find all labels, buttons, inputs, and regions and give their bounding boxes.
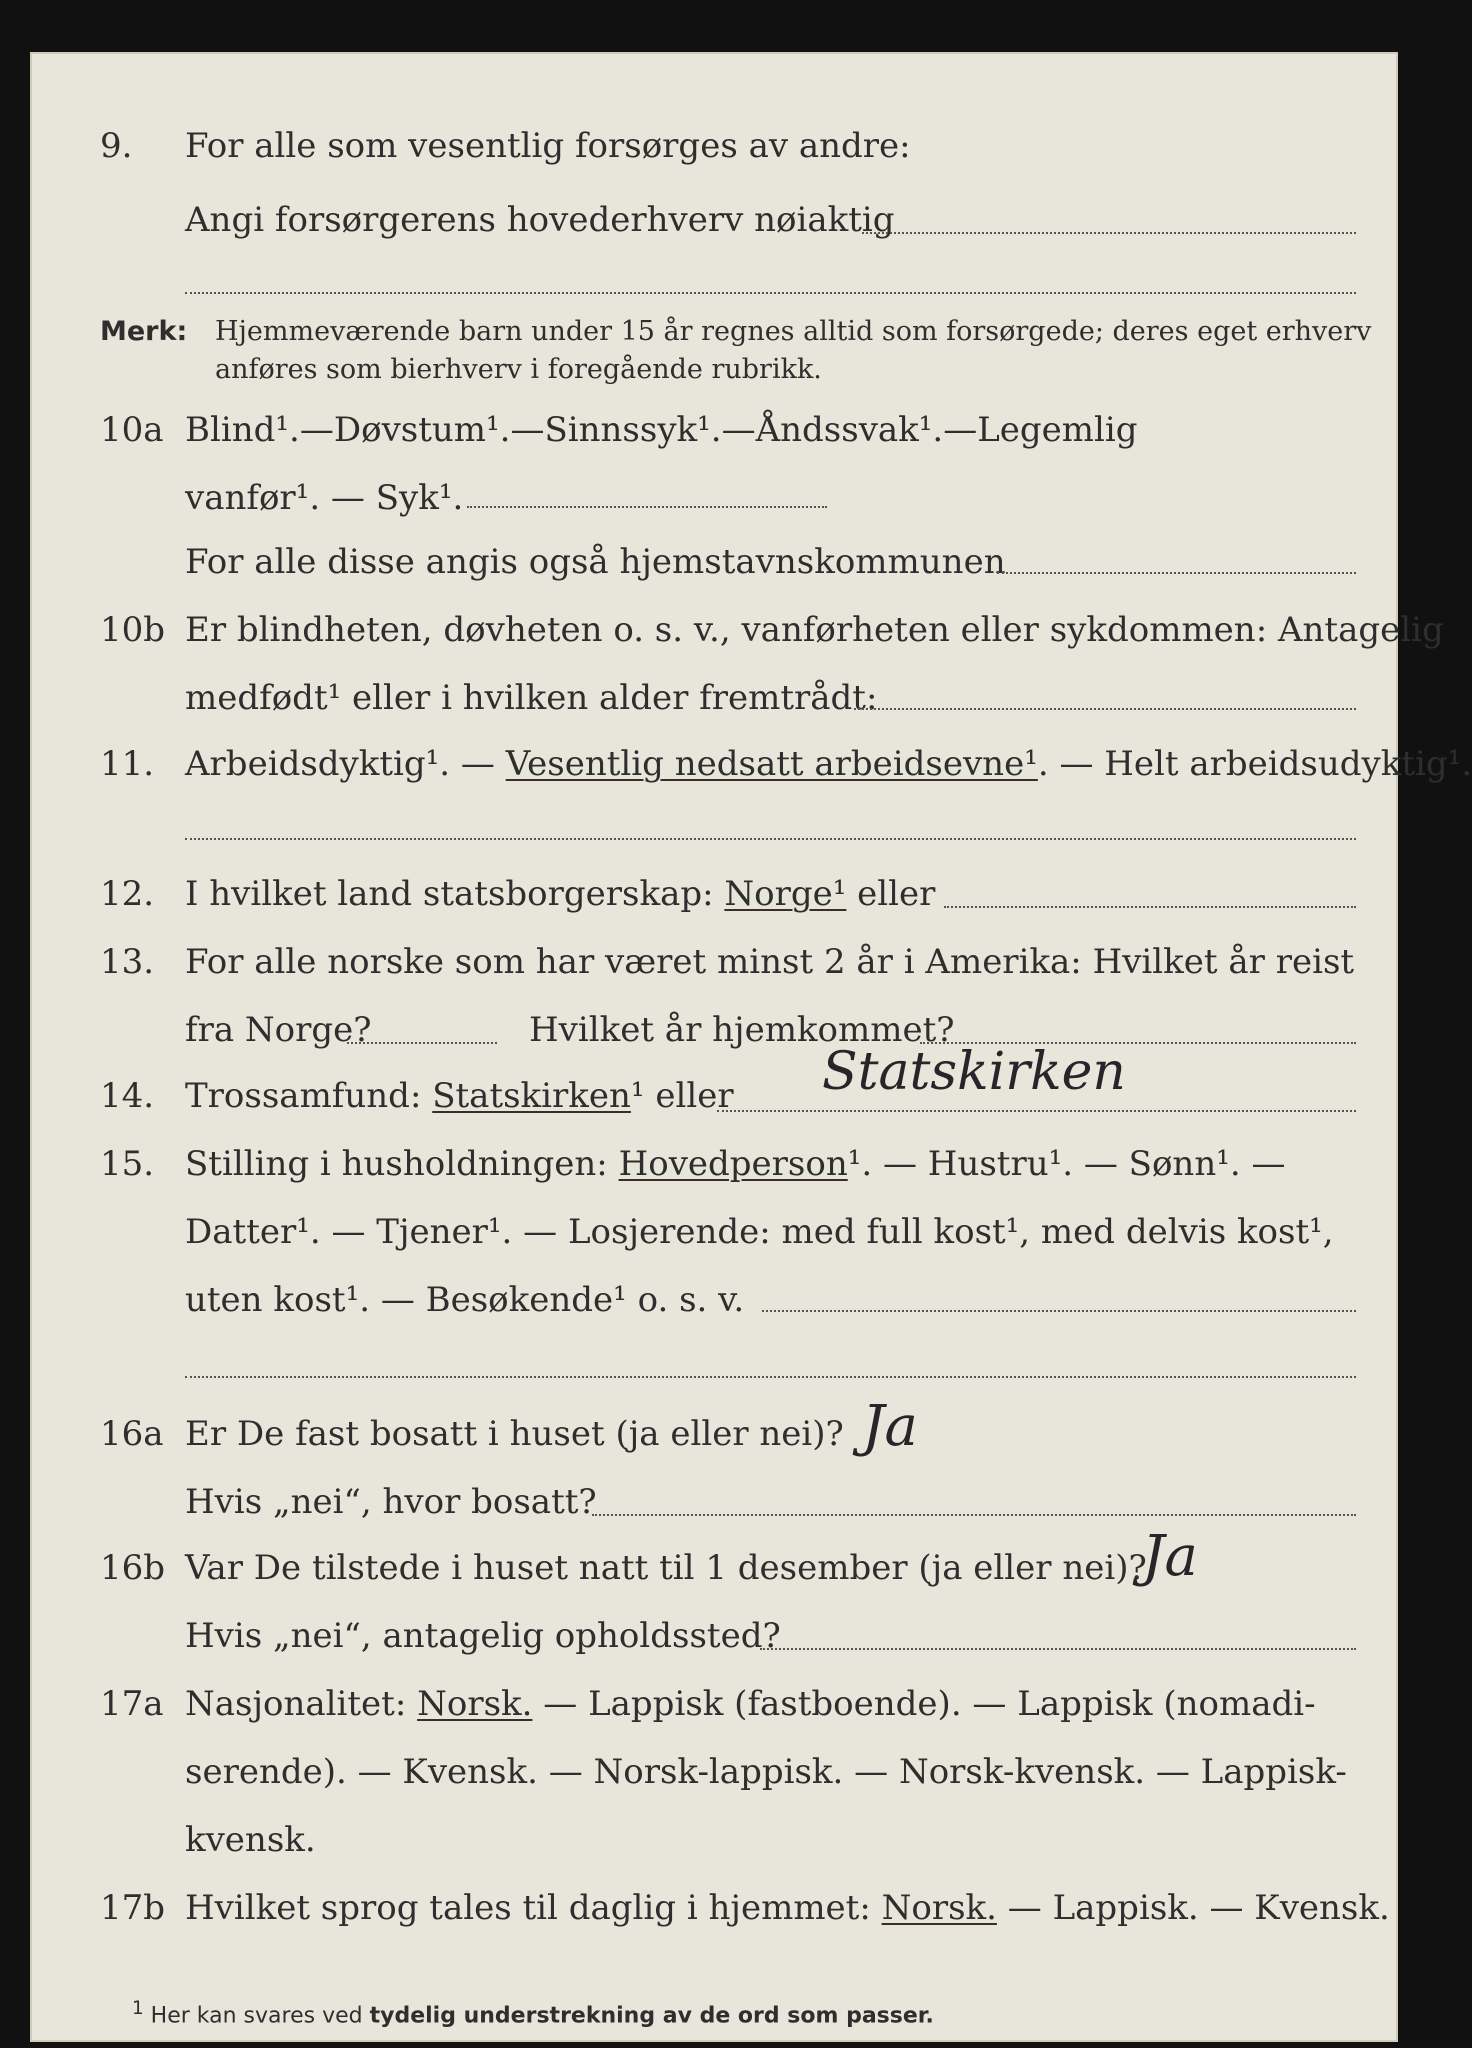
option-text: ¹ eller	[630, 1076, 734, 1116]
selected-option: Vesentlig nedsatt arbeidsevne¹	[505, 744, 1038, 784]
question-number: 14.	[100, 1076, 155, 1116]
option-text: Nasjonalitet:	[185, 1684, 418, 1724]
question-text: Hvis „nei“, hvor bosatt?	[185, 1482, 597, 1522]
question-number: 16b	[100, 1548, 166, 1588]
question-text	[185, 1684, 1316, 1724]
answer-line	[347, 1042, 497, 1044]
question-text	[185, 744, 1472, 784]
separator: —	[299, 410, 334, 450]
question-text: For alle disse angis også hjemstavnskommunen	[185, 542, 1006, 582]
answer-line	[762, 1310, 1356, 1312]
option-dovstum: Døvstum¹.	[333, 410, 511, 450]
option-text: Hvilket sprog tales til daglig i hjemmet:	[185, 1888, 882, 1928]
footnote	[132, 1998, 934, 2028]
option-text: I hvilket land statsborgerskap:	[185, 874, 725, 914]
question-text: Er blindheten, døvheten o. s. v., vanførheten eller sykdommen: Antagelig	[185, 610, 1444, 650]
question-text: Hvilket år hjemkommet?	[529, 1010, 955, 1050]
answer-line	[592, 1514, 1356, 1516]
answer-line	[760, 1648, 1356, 1650]
option-text: Trossamfund:	[185, 1076, 433, 1116]
option-text: Stilling i husholdningen:	[185, 1144, 619, 1184]
answer-line	[185, 1376, 1356, 1378]
selected-option: Hovedperson	[618, 1144, 848, 1184]
answer-line	[717, 1110, 1356, 1112]
answer-line	[944, 906, 1356, 908]
question-text: uten kost¹. — Besøkende¹ o. s. v.	[185, 1280, 745, 1320]
question-number: 17a	[100, 1684, 164, 1724]
separator: —	[721, 410, 756, 450]
footnote-emphasis: tydelig understrekning av de ord som passer.	[369, 2003, 934, 2029]
question-text	[185, 1076, 734, 1116]
question-text: medfødt¹ eller i hvilken alder fremtrådt:	[185, 678, 878, 718]
option-text: Arbeidsdyktig¹. —	[185, 744, 506, 784]
question-text: vanfør¹. — Syk¹.	[185, 478, 464, 518]
question-text: Datter¹. — Tjener¹. — Losjerende: med full kost¹, med delvis kost¹,	[185, 1212, 1334, 1252]
footnote-mark: 1	[132, 1998, 144, 2019]
question-text: Var De tilstede i huset natt til 1 desember (ja eller nei)?	[185, 1548, 1147, 1588]
option-text: ¹. — Hustru¹. — Sønn¹. —	[847, 1144, 1286, 1184]
question-text: Er De fast bosatt i huset (ja eller nei)?	[185, 1414, 844, 1454]
handwritten-answer: Statskirken	[822, 1042, 1126, 1102]
option-text: — Lappisk. — Kvensk.	[996, 1888, 1390, 1928]
question-number: 11.	[100, 744, 155, 784]
handwritten-answer: Ja	[1142, 1524, 1198, 1589]
question-text: Angi forsørgerens hovederhverv nøiaktig	[185, 200, 895, 240]
question-text: fra Norge?	[185, 1010, 372, 1050]
question-text	[185, 1888, 1390, 1928]
selected-option: Norsk.	[417, 1684, 533, 1724]
answer-line	[862, 232, 1356, 234]
question-text: Hvis „nei“, antagelig opholdssted?	[185, 1616, 781, 1656]
question-text: For alle som vesentlig forsørges av andre:	[185, 126, 911, 166]
option-text: — Lappisk (fastboende). — Lappisk (nomadi-	[532, 1684, 1316, 1724]
question-text: kvensk.	[185, 1820, 316, 1860]
answer-line	[997, 572, 1356, 574]
selected-option: Norsk.	[881, 1888, 997, 1928]
question-number: 16a	[100, 1414, 164, 1454]
note-text: Hjemmeværende barn under 15 år regnes alltid som forsørgede; deres eget erhverv	[215, 316, 1372, 347]
answer-line	[185, 838, 1356, 840]
question-number: 15.	[100, 1144, 155, 1184]
footnote-text: Her kan svares ved	[150, 2003, 370, 2029]
question-text	[185, 874, 935, 914]
question-number: 12.	[100, 874, 155, 914]
question-number: 13.	[100, 942, 155, 982]
census-form-page	[30, 52, 1472, 2042]
separator: —	[943, 410, 978, 450]
answer-line	[854, 708, 1356, 710]
question-number: 17b	[100, 1888, 166, 1928]
question-text	[185, 1144, 1285, 1184]
answer-line	[467, 506, 827, 508]
note-label: Merk:	[100, 316, 188, 347]
option-sinnssyk: Sinnssyk¹.	[544, 410, 722, 450]
question-number: 10b	[100, 610, 166, 650]
handwritten-answer: Ja	[862, 1394, 918, 1459]
separator: —	[510, 410, 545, 450]
question-number: 10a	[100, 410, 164, 450]
option-blind: Blind¹.	[185, 410, 300, 450]
selected-option: Norge¹	[724, 874, 847, 914]
selected-option: Statskirken	[432, 1076, 631, 1116]
question-text: serende). — Kvensk. — Norsk-lappisk. — Norsk-kvensk. — Lappisk-	[185, 1752, 1347, 1792]
answer-line	[185, 292, 1356, 294]
note-text: anføres som bierhverv i foregående rubrikk.	[215, 354, 822, 385]
option-text: . — Helt arbeidsudyktig¹.	[1037, 744, 1472, 784]
option-andssvak: Åndssvak¹.	[755, 410, 944, 450]
question-text: For alle norske som har været minst 2 år i Amerika: Hvilket år reist	[185, 942, 1355, 982]
question-number: 9.	[100, 126, 133, 166]
option-legemlig: Legemlig	[977, 410, 1138, 450]
option-text: eller	[846, 874, 936, 914]
